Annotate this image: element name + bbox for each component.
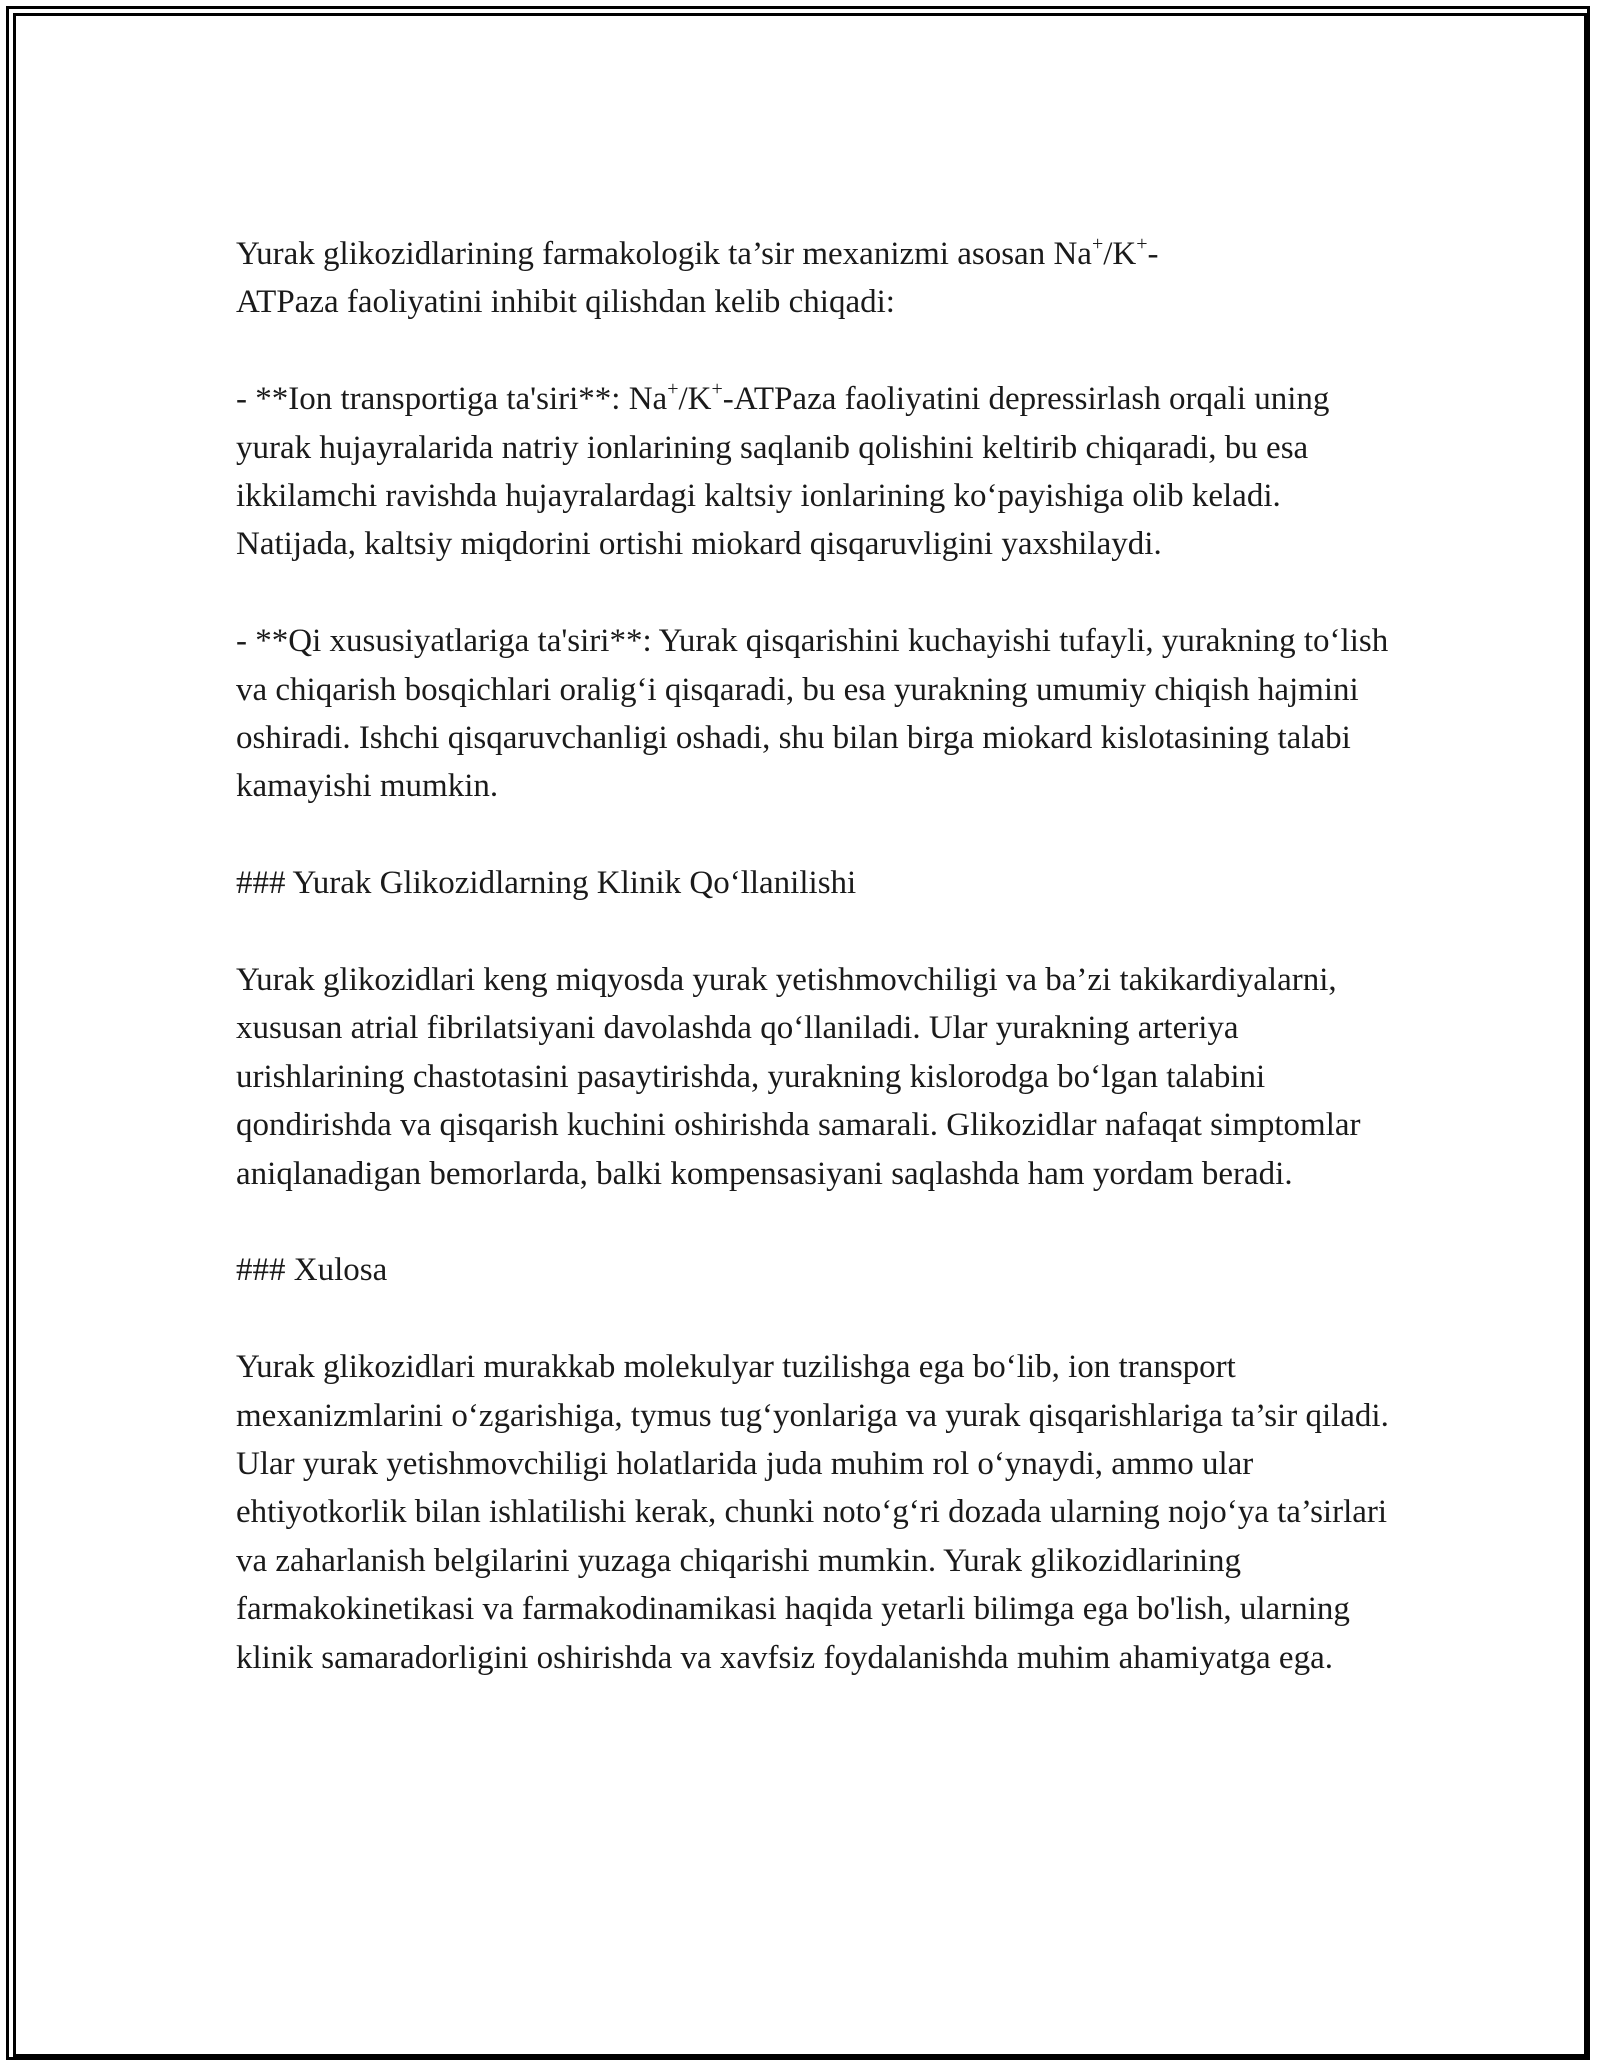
- qi-properties-paragraph: - **Qi xususiyatlariga ta'siri**: Yurak qisqarishini kuchayishi tufayli, yurakning to‘lish va chiqarish bosqichlari oralig‘i qisqaradi, bu esa yurakning umumiy chiqish hajmini oshiradi. Ishchi qisqaruvchanligi oshadi, shu bilan birga miokard kislotasining talabi kamayishi mumkin.: [236, 623, 1389, 805]
- ion-sup-1: +: [667, 378, 679, 401]
- intro-text-3: -: [1147, 236, 1159, 272]
- intro-sup-2: +: [1136, 233, 1148, 255]
- ion-text-2: /K: [678, 381, 712, 418]
- intro-sup-1: +: [1091, 233, 1104, 255]
- ion-transport-paragraph: [236, 375, 1396, 569]
- conclusion-heading: ### Xulosa: [236, 1252, 388, 1289]
- clinical-heading: ### Yurak Glikozidlarning Klinik Qo‘llanilishi: [236, 865, 857, 902]
- intro-text-1: Yurak glikozidlarining farmakologik ta’sir mexanizmi asosan Na: [236, 236, 1092, 272]
- ion-text-rest: uning yurak hujayralarida natriy ionlarining saqlanib qolishini keltirib chiqaradi, bu esa ikkilamchi ravishda hujayralardagi kaltsiy ionlarining ko‘payishiga olib keladi. Natijada, kaltsiy miqdorini ortishi miokard qisqaruvligini yaxshilaydi.: [236, 381, 1330, 563]
- intro-paragraph: [236, 230, 1396, 327]
- intro-text-2: /K: [1103, 236, 1137, 272]
- document-body: [236, 230, 1396, 1682]
- ion-sup-2: +: [711, 378, 723, 401]
- intro-text-line2: ATPaza faoliyatini inhibit qilishdan kelib chiqadi:: [236, 284, 895, 321]
- conclusion-paragraph: Yurak glikozidlari murakkab molekulyar tuzilishga ega bo‘lib, ion transport mexanizmlarini o‘zgarishiga, tymus tug‘yonlariga va yurak qisqarishlariga ta’sir qiladi. Ular yurak yetishmovchiligi holatlarida juda muhim rol o‘ynaydi, ammo ular ehtiyotkorlik bilan ishlatilishi kerak, chunki noto‘g‘ri dozada ularning nojo‘ya ta’sirlari va zaharlanish belgilarini yuzaga chiqarishi mumkin. Yurak glikozidlarining farmakokinetikasi va farmakodinamikasi haqida yetarli bilimga ega bo'lish, ularning klinik samaradorligini oshirishda va xavfsiz foydalanishda muhim ahamiyatga ega.: [236, 1349, 1389, 1676]
- clinical-paragraph: Yurak glikozidlari keng miqyosda yurak yetishmovchiligi va ba’zi takikardiyalarni, xususan atrial fibrilatsiyani davolashda qo‘llaniladi. Ular yurakning arteriya urishlarining chastotasini pasaytirishda, yurakning kislorodga bo‘lgan talabini qondirishda va qisqarish kuchini oshirishda samarali. Glikozidlar nafaqat simptomlar aniqlanadigan bemorlarda, balki kompensasiyani saqlashda ham yordam beradi.: [236, 962, 1361, 1192]
- ion-text-3: -ATPaza faoliyatini depressirlash orqali: [722, 381, 1246, 418]
- ion-text-1: - **Ion transportiga ta'siri**: Na: [236, 381, 668, 418]
